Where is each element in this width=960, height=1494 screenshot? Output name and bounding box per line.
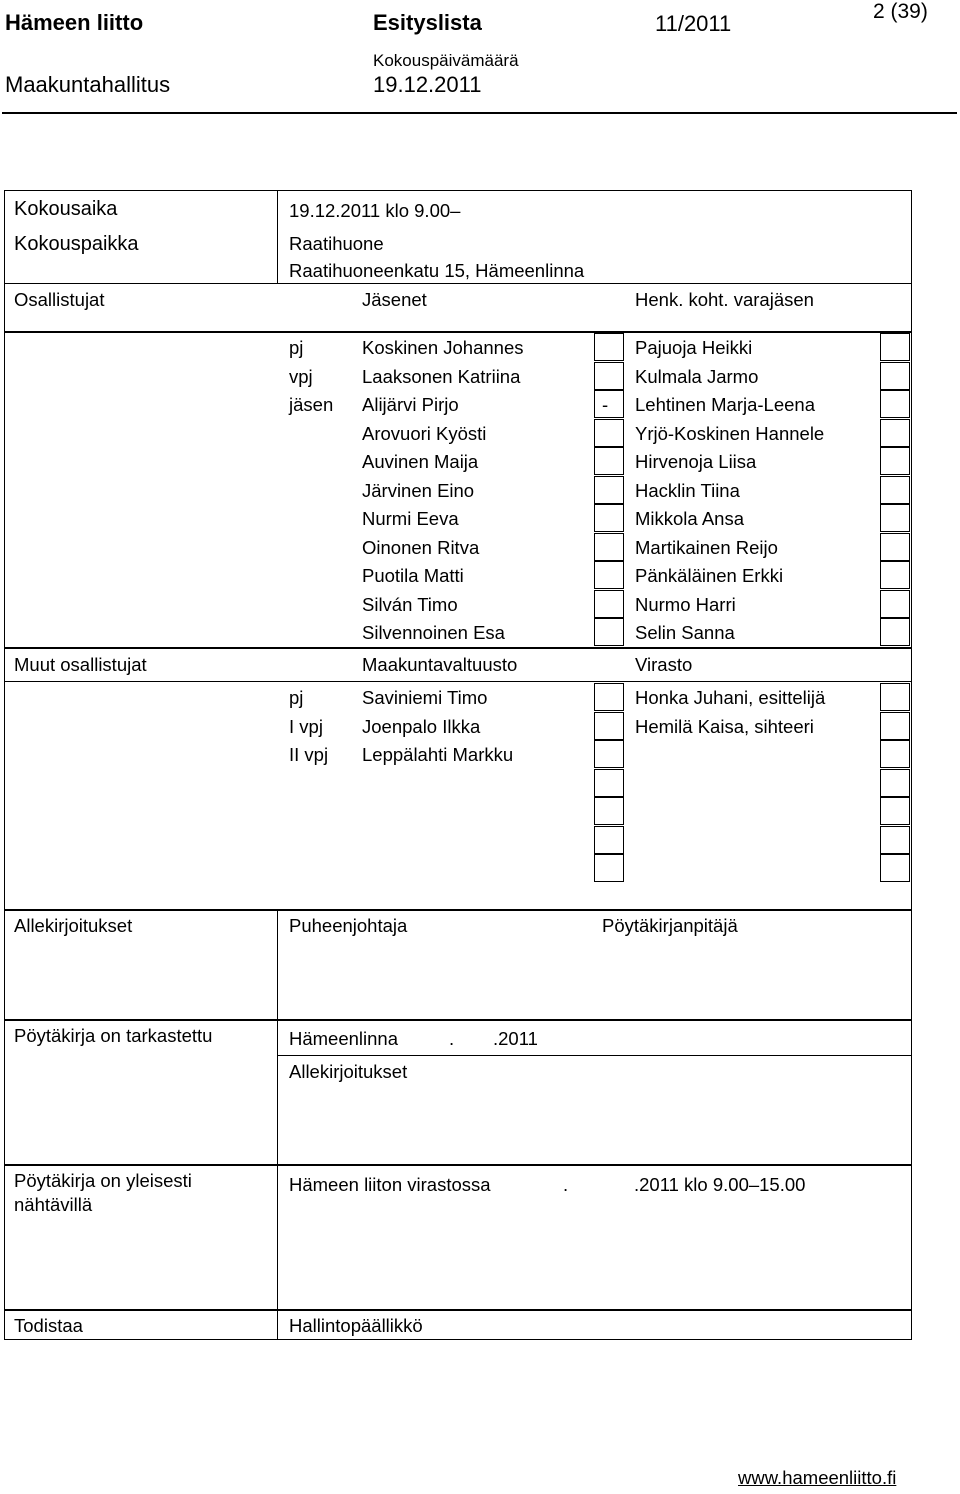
participant-member-name: Silvennoinen Esa xyxy=(362,622,505,643)
office-attendance-checkbox[interactable] xyxy=(880,769,910,797)
chair-signature-label: Puheenjohtaja xyxy=(289,915,408,936)
meeting-place-line1: Raatihuone xyxy=(289,233,384,254)
inspected-divider xyxy=(277,1020,278,1165)
participant-deputy-name: Martikainen Reijo xyxy=(635,536,778,558)
meeting-place-line2: Raatihuoneenkatu 15, Hämeenlinna xyxy=(289,260,585,281)
member-attendance-checkbox[interactable] xyxy=(594,476,624,504)
council-attendance-checkbox[interactable] xyxy=(594,826,624,854)
deputy-attendance-checkbox[interactable] xyxy=(880,476,910,504)
participant-deputy-name: Nurmo Harri xyxy=(635,593,736,615)
header-meeting-date: 19.12.2011 xyxy=(373,72,482,97)
participant-deputy-name: Hirvenoja Liisa xyxy=(635,451,757,472)
participants-label: Osallistujat xyxy=(14,289,105,310)
public-divider xyxy=(277,1165,278,1310)
office-attendance-checkbox[interactable] xyxy=(880,797,910,825)
office-attendance-checkbox[interactable] xyxy=(880,712,910,740)
deputy-attendance-checkbox[interactable] xyxy=(880,590,910,618)
member-attendance-checkbox[interactable] xyxy=(594,447,624,475)
meeting-time-value: 19.12.2011 klo 9.00– xyxy=(289,200,461,221)
office-participant-name: Honka Juhani, esittelijä xyxy=(635,687,826,708)
other-participant-role: pj xyxy=(289,687,304,708)
member-attendance-checkbox[interactable] xyxy=(594,504,624,532)
deputy-attendance-checkbox[interactable] xyxy=(880,561,910,589)
deputy-attendance-checkbox[interactable] xyxy=(880,419,910,447)
council-attendance-checkbox[interactable] xyxy=(594,740,624,768)
participant-deputy-name: Lehtinen Marja-Leena xyxy=(635,394,815,415)
member-attendance-checkbox[interactable] xyxy=(594,618,624,646)
header-rule xyxy=(2,112,957,114)
participant-deputy-name: Yrjö-Koskinen Hannele xyxy=(635,422,825,444)
inspected-place: Hämeenlinna xyxy=(289,1028,399,1049)
participant-member-name: Oinonen Ritva xyxy=(362,536,480,558)
public-place: Hämeen liiton virastossa xyxy=(289,1174,491,1195)
participant-member-name: Laaksonen Katriina xyxy=(362,365,521,387)
deputy-attendance-checkbox[interactable] xyxy=(880,390,910,418)
participant-deputy-name: Pajuoja Heikki xyxy=(635,337,753,358)
signatures-divider xyxy=(277,910,278,1020)
participant-member-name: Auvinen Maija xyxy=(362,451,479,472)
public-label-line2: nähtävillä xyxy=(14,1194,93,1215)
footer-website-link[interactable]: www.hameenliitto.fi xyxy=(738,1467,897,1488)
header-body: Maakuntahallitus xyxy=(5,72,171,97)
certify-box xyxy=(4,1310,912,1340)
member-attendance-checkbox[interactable] xyxy=(594,533,624,561)
office-header: Virasto xyxy=(635,654,693,675)
inspected-label: Pöytäkirja on tarkastettu xyxy=(14,1025,213,1046)
deputy-header: Henk. koht. varajäsen xyxy=(635,289,814,310)
participant-role: vpj xyxy=(289,365,313,387)
other-participant-name: Saviniemi Timo xyxy=(362,687,488,708)
participant-member-name: Koskinen Johannes xyxy=(362,337,524,358)
deputy-attendance-checkbox[interactable] xyxy=(880,533,910,561)
participant-member-name: Arovuori Kyösti xyxy=(362,422,487,444)
other-participant-name: Joenpalo Ilkka xyxy=(362,715,481,737)
header-page-number: 2 (39) xyxy=(873,0,928,23)
deputy-attendance-checkbox[interactable] xyxy=(880,333,910,361)
public-date-dot: . xyxy=(563,1174,569,1195)
others-label: Muut osallistujat xyxy=(14,654,147,675)
inspected-date-dot: . xyxy=(449,1028,455,1049)
meeting-place-label: Kokouspaikka xyxy=(14,233,139,255)
council-attendance-checkbox[interactable] xyxy=(594,769,624,797)
header-meeting-date-label: Kokouspäivämäärä xyxy=(373,51,519,70)
other-participant-name: Leppälahti Markku xyxy=(362,744,514,765)
deputy-attendance-checkbox[interactable] xyxy=(880,362,910,390)
deputy-attendance-checkbox[interactable] xyxy=(880,447,910,475)
member-attendance-checkbox[interactable] xyxy=(594,419,624,447)
header-doc-number: 11/2011 xyxy=(655,11,732,36)
office-attendance-checkbox[interactable] xyxy=(880,854,910,882)
public-label-line1: Pöytäkirja on yleisesti xyxy=(14,1170,192,1191)
participant-deputy-name: Selin Sanna xyxy=(635,622,735,643)
council-attendance-checkbox[interactable] xyxy=(594,683,624,711)
council-header: Maakuntavaltuusto xyxy=(362,654,518,675)
participant-deputy-name: Hacklin Tiina xyxy=(635,479,740,501)
participant-member-name: Alijärvi Pirjo xyxy=(362,394,459,415)
participant-member-name: Silván Timo xyxy=(362,593,458,615)
public-time: .2011 klo 9.00–15.00 xyxy=(634,1174,806,1195)
deputy-attendance-checkbox[interactable] xyxy=(880,618,910,646)
participant-member-name: Nurmi Eeva xyxy=(362,508,459,529)
member-attendance-checkbox[interactable] xyxy=(594,590,624,618)
member-attendance-checkbox[interactable] xyxy=(594,561,624,589)
certify-divider xyxy=(277,1310,278,1340)
member-attendance-checkbox[interactable] xyxy=(594,333,624,361)
certify-value: Hallintopäällikkö xyxy=(289,1315,423,1336)
office-attendance-checkbox[interactable] xyxy=(880,683,910,711)
other-participant-role: I vpj xyxy=(289,715,323,737)
participant-deputy-name: Pänkäläinen Erkki xyxy=(635,565,784,586)
council-attendance-checkbox[interactable] xyxy=(594,854,624,882)
members-header: Jäsenet xyxy=(362,289,427,310)
participant-role: pj xyxy=(289,337,304,358)
member-attendance-mark: - xyxy=(602,394,609,415)
inspected-hline xyxy=(277,1055,912,1056)
participant-member-name: Järvinen Eino xyxy=(362,479,475,501)
inspected-signatures-label: Allekirjoitukset xyxy=(289,1061,408,1082)
signatures-box xyxy=(4,910,912,1020)
meeting-info-hline xyxy=(4,283,912,284)
office-attendance-checkbox[interactable] xyxy=(880,740,910,768)
participant-member-name: Puotila Matti xyxy=(362,565,464,586)
participant-role: jäsen xyxy=(289,394,334,415)
certify-label: Todistaa xyxy=(14,1315,83,1336)
header-doc-type: Esityslista xyxy=(373,10,482,35)
header-org: Hämeen liitto xyxy=(5,10,144,35)
other-participant-role: II vpj xyxy=(289,744,329,765)
office-attendance-checkbox[interactable] xyxy=(880,826,910,854)
deputy-attendance-checkbox[interactable] xyxy=(880,504,910,532)
secretary-signature-label: Pöytäkirjanpitäjä xyxy=(602,915,738,936)
meeting-time-label: Kokousaika xyxy=(14,198,118,220)
member-attendance-checkbox[interactable] xyxy=(594,390,624,418)
meeting-info-divider xyxy=(277,190,278,284)
member-attendance-checkbox[interactable] xyxy=(594,362,624,390)
inspected-year: .2011 xyxy=(493,1028,538,1049)
participant-deputy-name: Kulmala Jarmo xyxy=(635,365,759,387)
participant-deputy-name: Mikkola Ansa xyxy=(635,508,744,529)
office-participant-name: Hemilä Kaisa, sihteeri xyxy=(635,715,814,737)
council-attendance-checkbox[interactable] xyxy=(594,797,624,825)
council-attendance-checkbox[interactable] xyxy=(594,712,624,740)
signatures-label: Allekirjoitukset xyxy=(14,915,133,936)
